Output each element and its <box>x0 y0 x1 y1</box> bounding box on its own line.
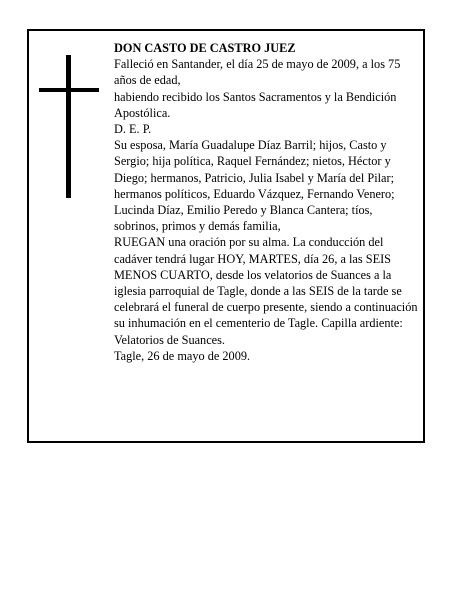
obituary-notice <box>27 29 425 443</box>
latin-cross-icon <box>39 55 99 198</box>
place-and-date: Tagle, 26 de mayo de 2009. <box>114 348 251 363</box>
family-list: Su esposa, María Guadalupe Díaz Barril; hijos, Casto y Sergio; hija política, Raquel Fernández; nietos, Héctor y Diego; hermanos, Patricio, Julia Isabel y María del Pilar; hermanos políticos, Eduardo Vázquez, Fernando Venero; Lucinda Díaz, Emilio Peredo y Blanca Cantera; tíos, sobrinos, primos y demás familia, <box>114 138 395 234</box>
deceased-name: DON CASTO DE CASTRO JUEZ <box>114 41 296 55</box>
sacraments-statement: habiendo recibido los Santos Sacramentos y la Bendición Apostólica. <box>114 89 397 120</box>
rest-in-peace: D. E. P. <box>114 122 152 137</box>
obituary-text <box>114 40 420 364</box>
death-statement: Falleció en Santander, el día 25 de mayo de 2009, a los 75 años de edad, <box>114 57 401 88</box>
cross-vertical-bar <box>66 55 71 198</box>
cross-horizontal-bar <box>39 88 99 92</box>
funeral-details: RUEGAN una oración por su alma. La conducción del cadáver tendrá lugar HOY, MARTES, día 26, a las SEIS MENOS CUARTO, desde los velatorios de Suances a la iglesia parroquial de Tagle, donde a las SEIS de la tarde se celebrará el funeral de cuerpo presente, siendo a continuación su inhumación en el cementerio de Tagle. Capilla ardiente: Velatorios de Suances. <box>114 235 418 347</box>
